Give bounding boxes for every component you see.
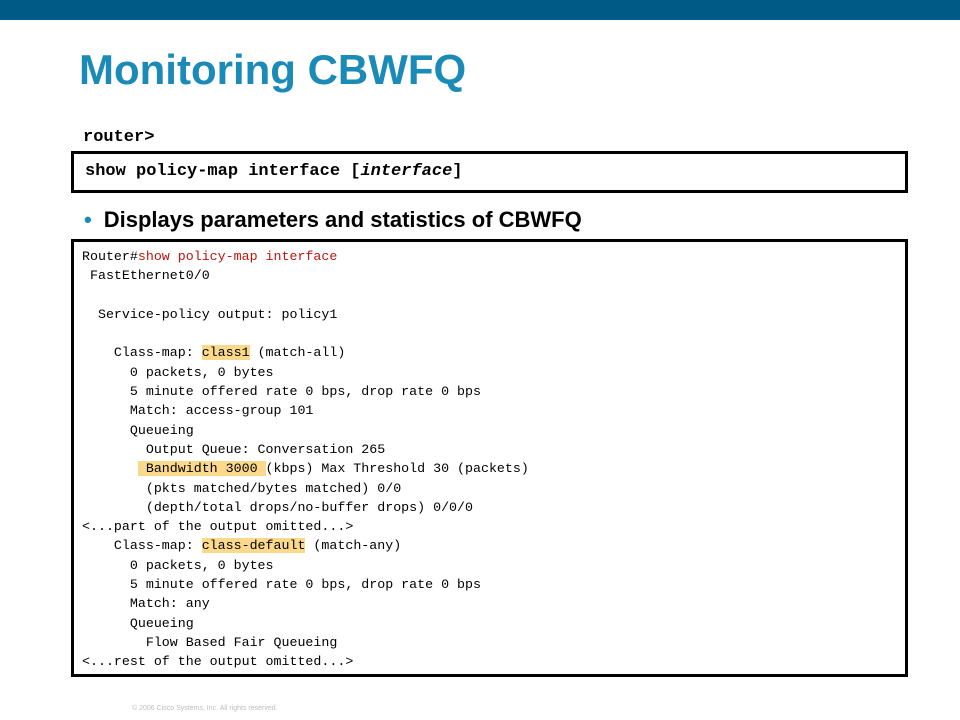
copyright-footer: © 2006 Cisco Systems, Inc. All rights reserved. <box>132 705 278 712</box>
highlight-bandwidth: Bandwidth 3000 <box>137 461 266 477</box>
command-syntax-box <box>71 151 908 193</box>
highlight-class-default: class-default <box>201 538 306 554</box>
command-text: show policy-map interface [ <box>85 162 361 181</box>
output-line <box>82 459 529 478</box>
output-line: FastEthernet0/0 <box>82 268 210 284</box>
output-line <box>82 343 529 362</box>
output-text: (match-all) <box>249 345 346 361</box>
command-parameter: interface <box>360 162 453 181</box>
output-line: <...part of the output omitted...> <box>82 519 354 535</box>
output-text: (match-any) <box>305 538 402 554</box>
output-prefix: Router# <box>82 249 138 264</box>
output-line: Flow Based Fair Queueing <box>82 634 338 650</box>
output-line: <...rest of the output omitted...> <box>82 654 354 670</box>
output-line: Match: any <box>82 596 210 612</box>
output-line <box>82 324 529 343</box>
bullet-point <box>84 206 582 234</box>
command-output <box>82 247 529 672</box>
command-syntax <box>85 162 462 182</box>
output-line: (pkts matched/bytes matched) 0/0 <box>82 480 402 496</box>
top-banner <box>0 0 960 20</box>
output-command: show policy-map interface <box>137 249 338 264</box>
bullet-dot-icon: • <box>84 207 92 232</box>
output-line: Queueing <box>82 615 194 631</box>
output-line <box>82 536 529 555</box>
command-close: ] <box>452 162 463 181</box>
page-title: Monitoring CBWFQ <box>79 46 467 93</box>
output-text: Class-map: <box>82 345 202 361</box>
output-line: 0 packets, 0 bytes <box>82 364 274 380</box>
output-line: Match: access-group 101 <box>82 403 314 419</box>
highlight-class1: class1 <box>201 345 250 361</box>
output-line <box>82 286 529 305</box>
output-line: 5 minute offered rate 0 bps, drop rate 0 bps <box>82 384 481 400</box>
output-text: (kbps) Max Threshold 30 (packets) <box>265 461 529 477</box>
output-text: Class-map: <box>82 538 202 554</box>
output-line: Service-policy output: policy1 <box>82 306 338 322</box>
output-line: 0 packets, 0 bytes <box>82 557 274 573</box>
output-line: 5 minute offered rate 0 bps, drop rate 0 bps <box>82 577 481 593</box>
bullet-text: Displays parameters and statistics of CBWFQ <box>103 207 582 232</box>
output-text <box>82 461 138 476</box>
router-prompt: router> <box>83 128 155 147</box>
output-line: Output Queue: Conversation 265 <box>82 441 386 457</box>
output-line: (depth/total drops/no-buffer drops) 0/0/0 <box>82 499 473 515</box>
command-output-box <box>71 239 908 677</box>
output-line <box>82 247 529 266</box>
output-line: Queueing <box>82 422 194 438</box>
